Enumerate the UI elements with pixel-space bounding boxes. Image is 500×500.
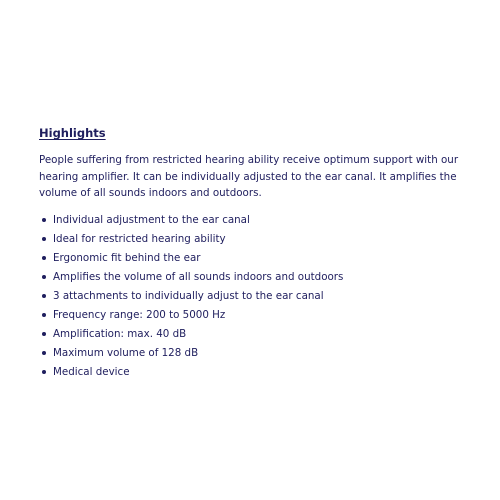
bullet-icon	[42, 332, 46, 336]
bullet-icon	[42, 218, 46, 222]
bullet-icon	[42, 351, 46, 355]
list-item	[39, 230, 469, 249]
list-item-text: Maximum volume of 128 dB	[53, 346, 199, 359]
bullet-icon	[42, 313, 46, 317]
list-item-text: 3 attachments to individually adjust to the ear canal	[53, 289, 324, 302]
bullet-icon	[42, 370, 46, 374]
highlights-section	[39, 125, 469, 382]
list-item-text: Medical device	[53, 365, 130, 378]
list-item	[39, 287, 469, 306]
list-item	[39, 325, 469, 344]
bullet-icon	[42, 256, 46, 260]
bullet-icon	[42, 237, 46, 241]
bullet-icon	[42, 275, 46, 279]
list-item-text: Ergonomic fit behind the ear	[53, 251, 201, 264]
highlights-list	[39, 211, 469, 382]
list-item-text: Ideal for restricted hearing ability	[53, 232, 226, 245]
list-item	[39, 363, 469, 382]
list-item-text: Individual adjustment to the ear canal	[53, 213, 250, 226]
list-item-text: Amplifies the volume of all sounds indoors and outdoors	[53, 270, 344, 283]
highlights-intro: People suffering from restricted hearing ability receive optimum support with our hearing amplifier. It can be individually adjusted to the ear canal. It amplifies the volume of all sounds indoors and outdoors.	[39, 154, 459, 199]
list-item	[39, 268, 469, 287]
list-item-text: Frequency range: 200 to 5000 Hz	[53, 308, 226, 321]
highlights-heading: Highlights	[39, 126, 106, 140]
list-item-text: Amplification: max. 40 dB	[53, 327, 187, 340]
list-item	[39, 344, 469, 363]
list-item	[39, 211, 469, 230]
list-item	[39, 249, 469, 268]
bullet-icon	[42, 294, 46, 298]
list-item	[39, 306, 469, 325]
